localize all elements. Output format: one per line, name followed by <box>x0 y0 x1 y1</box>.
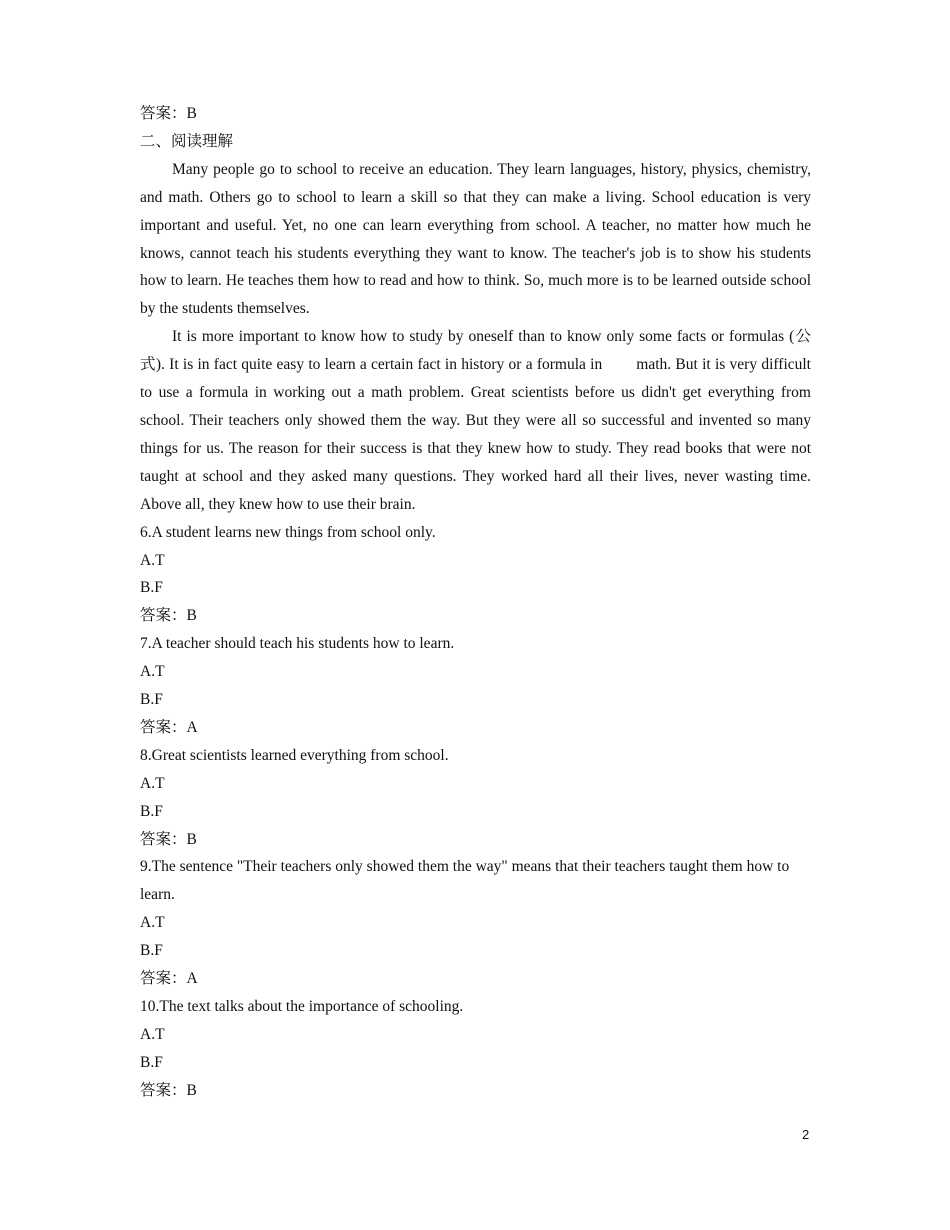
question-text: 10.The text talks about the importance of schooling. <box>140 998 464 1015</box>
option-a: A.T <box>140 774 165 792</box>
question-text: 7.A teacher should teach his students how to learn. <box>140 635 455 653</box>
option-b: B.F <box>140 802 163 820</box>
question-text: 6.A student learns new things from school only. <box>140 523 436 541</box>
passage-paragraph: It is more important to know how to study by oneself than to know only some facts or formulas (公式). It is in fact quite easy to learn a certain fact in history or a formula in math. But it is very difficult to use a formula in working out a math problem. Great scientists before us didn't get everything from school. Their teachers only showed them the way. But they were all so successful and invented so many things for us. The reason for their success is that they knew how to study. They read books that were not taught at school and they asked many questions. They worked hard all their lives, never wasting time. Above all, they knew how to use their brain. <box>140 328 815 513</box>
question-block <box>140 630 811 742</box>
question-block <box>140 742 811 854</box>
answer-line: 答案：A <box>140 970 198 988</box>
option-b: B.F <box>140 691 163 709</box>
option-a: A.T <box>140 914 165 932</box>
page-number: 2 <box>802 1127 810 1142</box>
question-block <box>140 853 811 993</box>
question-block <box>140 519 811 631</box>
answer-line: 答案：B <box>140 830 197 848</box>
document-page <box>140 100 815 1105</box>
answer-line: 答案：B <box>140 1081 197 1099</box>
option-a: A.T <box>140 1025 165 1043</box>
reading-passage <box>140 156 815 519</box>
option-b: B.F <box>140 579 163 597</box>
option-b: B.F <box>140 942 163 960</box>
option-a: A.T <box>140 663 165 681</box>
question-text: 9.The sentence "Their teachers only showed them the way" means that their teachers taught them how to learn. <box>140 858 790 904</box>
section-title: 二、阅读理解 <box>140 132 234 150</box>
question-block <box>140 993 811 1105</box>
question-text: 8.Great scientists learned everything from school. <box>140 746 449 764</box>
answer-line: 答案：B <box>140 607 197 625</box>
option-a: A.T <box>140 551 165 569</box>
answer-line: 答案：A <box>140 718 198 736</box>
previous-answer: 答案：B <box>140 105 197 122</box>
passage-paragraph: Many people go to school to receive an education. They learn languages, history, physics, chemistry, and math. Others go to school to learn a skill so that they can make a living. School education is very important and useful. Yet, no one can learn everything from school. A teacher, no matter how much he knows, cannot teach his students everything they want to know. The teacher's job is to show his students how to learn. He teaches them how to read and how to think. So, much more is to be learned outside school by the students themselves. <box>140 160 811 318</box>
option-b: B.F <box>140 1053 163 1071</box>
